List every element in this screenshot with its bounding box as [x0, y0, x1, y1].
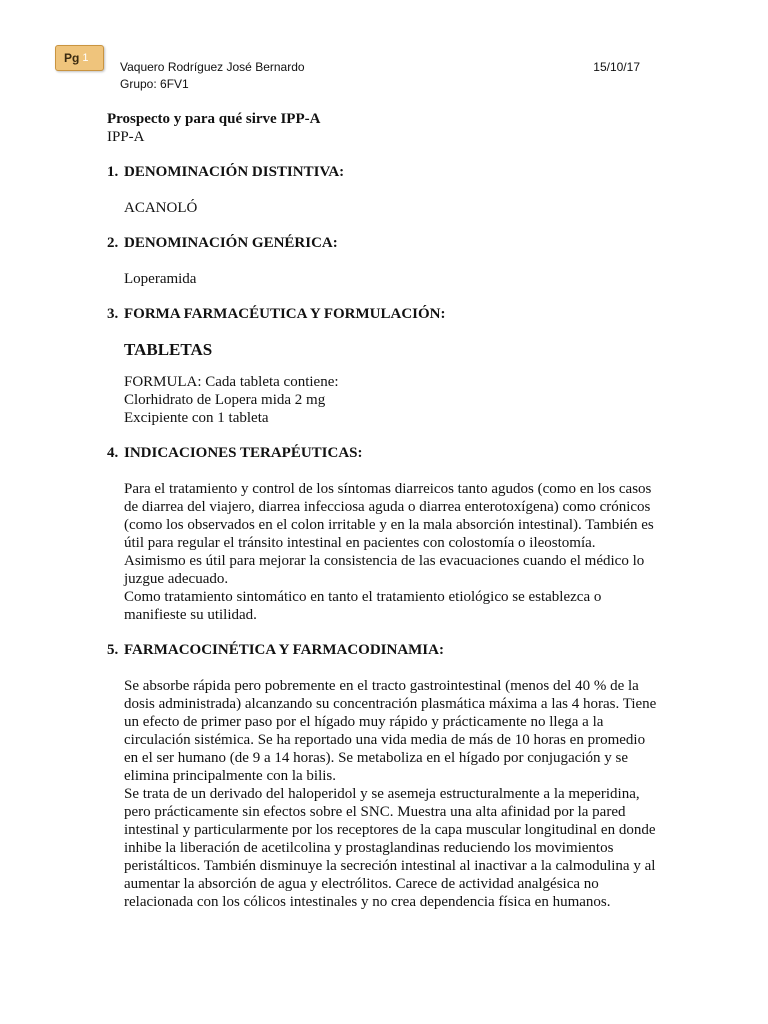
section-number: 1.: [107, 164, 119, 180]
document-title: Prospecto y para qué sirve IPP-A: [107, 111, 321, 127]
author-name: Vaquero Rodríguez José Bernardo: [120, 60, 305, 74]
section-title: FORMA FARMACÉUTICA Y FORMULACIÓN:: [124, 306, 446, 322]
pharmaceutical-form: TABLETAS: [124, 340, 213, 359]
section-number: 2.: [107, 235, 119, 251]
document-body: [107, 110, 667, 911]
section-3: [107, 305, 667, 427]
section-1: [107, 163, 667, 217]
text-line: Para el tratamiento y control de los síntomas diarreicos tanto agudos (como en los casos: [124, 481, 652, 497]
text-line: aumentar la absorción de agua y electrólitos. Carece de actividad analgésica no: [124, 876, 599, 892]
text-line: circulación sistémica. Se ha reportado una vida media de más de 10 horas en promedio: [124, 732, 646, 748]
text-line: útil para regular el tránsito intestinal en pacientes con colostomía o ileostomía.: [124, 535, 596, 551]
group-label: Grupo: 6FV1: [120, 77, 189, 91]
section-content: [107, 341, 667, 427]
section-heading: [107, 305, 667, 323]
formula-block: [124, 373, 667, 427]
document-header: [120, 59, 640, 93]
section-title: DENOMINACIÓN GENÉRICA:: [124, 235, 338, 251]
text-line: relacionada con los cólicos intestinales y no crea dependencia física en humanos.: [124, 894, 611, 910]
section-text: ACANOLÓ: [124, 200, 198, 216]
section-title: DENOMINACIÓN DISTINTIVA:: [124, 164, 345, 180]
section-text: Loperamida: [124, 271, 197, 287]
page-number-tab: [55, 45, 104, 71]
section-heading: [107, 641, 667, 659]
section-title: INDICACIONES TERAPÉUTICAS:: [124, 445, 363, 461]
text-line: juzgue adecuado.: [124, 571, 229, 587]
text-line: en el ser humano (de 9 a 14 horas). Se metaboliza en el hígado por conjugación y se: [124, 750, 629, 766]
text-line: dosis administrada) alcanzando su concentración plasmática máxima a las 4 horas. Tiene: [124, 696, 657, 712]
section-2: [107, 234, 667, 288]
text-line: Se absorbe rápida pero pobremente en el tracto gastrointestinal (menos del 40 % de la: [124, 678, 639, 694]
document-subtitle: IPP-A: [107, 129, 145, 145]
section-5: [107, 641, 667, 911]
text-line: peristálticos. También disminuye la secreción intestinal al inactivar a la calmodulina y al: [124, 858, 656, 874]
section-paragraph: [107, 480, 667, 624]
text-line: FORMULA: Cada tableta contiene:: [124, 374, 339, 390]
text-line: elimina principalmente con la bilis.: [124, 768, 337, 784]
text-line: Como tratamiento sintomático en tanto el tratamiento etiológico se establezca o: [124, 589, 602, 605]
text-line: Excipiente con 1 tableta: [124, 410, 269, 426]
section-number: 4.: [107, 445, 119, 461]
text-line: de diarrea del viajero, diarrea infecciosa aguda o diarrea enterotoxígena) como crónicos: [124, 499, 651, 515]
text-line: Clorhidrato de Lopera mida 2 mg: [124, 392, 326, 408]
text-line: pero prácticamente sin efectos sobre el SNC. Muestra una alta afinidad por la pared: [124, 804, 626, 820]
page-number: 1: [82, 52, 89, 64]
page-label: Pg: [64, 51, 80, 65]
section-heading: [107, 444, 667, 462]
text-line: Asimismo es útil para mejorar la consistencia de las evacuaciones cuando el médico lo: [124, 553, 645, 569]
text-line: inhibe la liberación de acetilcolina y prostaglandinas reduciendo los movimientos: [124, 840, 614, 856]
section-heading: [107, 163, 667, 181]
section-4: [107, 444, 667, 624]
section-paragraph: [107, 677, 667, 911]
section-title: FARMACOCINÉTICA Y FARMACODINAMIA:: [124, 642, 444, 658]
text-line: manifieste su utilidad.: [124, 607, 257, 623]
section-number: 5.: [107, 642, 119, 658]
text-line: un efecto de primer paso por el hígado muy rápido y prácticamente no llega a la: [124, 714, 604, 730]
section-number: 3.: [107, 306, 119, 322]
section-heading: [107, 234, 667, 252]
text-line: Se trata de un derivado del haloperidol y se asemeja estructuralmente a la meperidina,: [124, 786, 640, 802]
text-line: intestinal y particularmente por los receptores de la capa muscular longitudinal en donde: [124, 822, 656, 838]
text-line: (como los observados en el colon irritable y en la mala absorción intestinal). También es: [124, 517, 654, 533]
document-date: 15/10/17: [593, 60, 640, 74]
